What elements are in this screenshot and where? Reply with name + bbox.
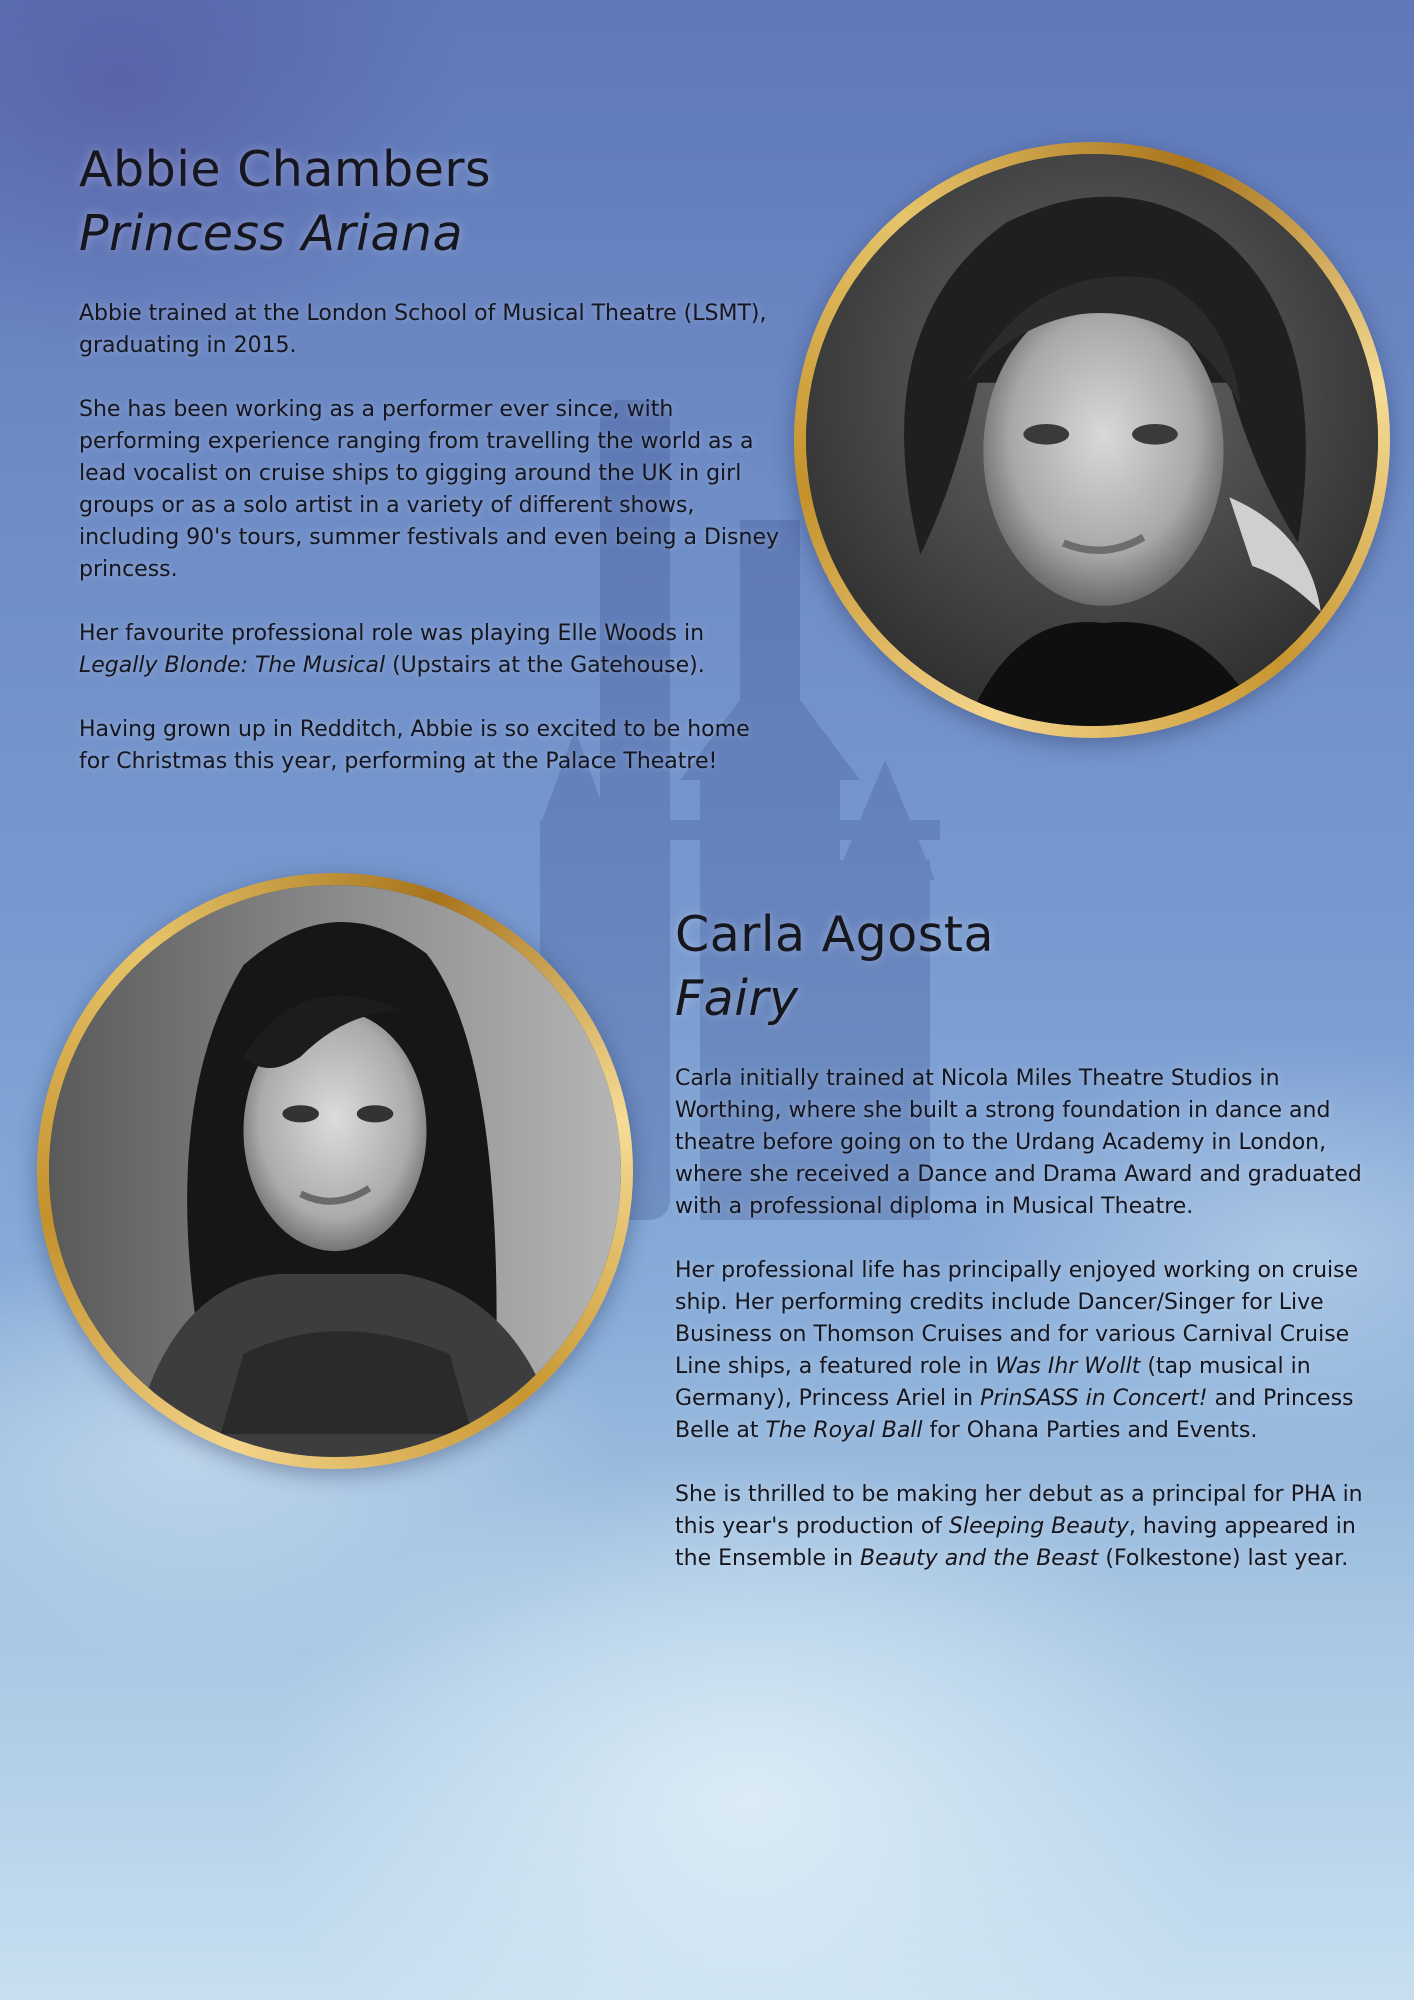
bio-paragraph [79, 298, 779, 362]
bio-text: , having appeared in the Ensemble in [675, 1514, 1356, 1571]
performer-name: Carla Agosta [675, 906, 994, 963]
bio-text: Carla initially trained at Nicola Miles Theatre Studios in Worthing, where she built a strong foundation in dance and theatre before going on to the Urdang Academy in London, where she received a Dance and Drama Award and graduated with a professional diploma in Musical Theatre. [675, 1066, 1362, 1219]
bio-text: (Upstairs at the Gatehouse). [385, 653, 705, 678]
bio-paragraph [675, 1479, 1375, 1575]
bio-paragraph [79, 714, 779, 778]
performer-heading [79, 138, 491, 266]
bio-text: She has been working as a performer ever since, with performing experience ranging from travelling the world as a lead vocalist on cruise ships to gigging around the UK in girl groups or as a solo artist in a variety of different shows, including 90's tours, summer festivals and even being a Disney princess. [79, 397, 780, 582]
bio-text: (Folkestone) last year. [1098, 1546, 1349, 1571]
bio-text: Abbie trained at the London School of Musical Theatre (LSMT), graduating in 2015. [79, 301, 767, 358]
performer-bio [79, 298, 779, 810]
performer-photo [49, 885, 621, 1457]
production-title: Was Ihr Wollt [995, 1354, 1141, 1379]
performer-bio [675, 1063, 1375, 1607]
bio-paragraph [675, 1255, 1375, 1447]
portrait-frame-gold [37, 873, 633, 1469]
bio-text: Her professional life has principally enjoyed working on cruise ship. Her performing credits include Dancer/Singer for Live Business on Thomson Cruises and for various Carnival Cruise Line ships, a featured role in [675, 1258, 1359, 1379]
bio-text: She is thrilled to be making her debut as a principal for PHA in this year's production of [675, 1482, 1363, 1539]
production-title: The Royal Ball [765, 1418, 923, 1443]
bio-text: Her favourite professional role was playing Elle Woods in [79, 621, 705, 646]
performer-role: Fairy [675, 970, 799, 1027]
bio-paragraph [79, 394, 779, 586]
bio-text: Having grown up in Redditch, Abbie is so excited to be home for Christmas this year, performing at the Palace Theatre! [79, 717, 750, 774]
performer-photo [806, 154, 1378, 726]
bio-text: (tap musical in Germany), Princess Ariel in [675, 1354, 1311, 1411]
production-title: Sleeping Beauty [949, 1514, 1129, 1539]
production-title: Beauty and the Beast [860, 1546, 1099, 1571]
bio-paragraph [79, 618, 779, 682]
performer-heading [675, 903, 994, 1031]
performer-name: Abbie Chambers [79, 141, 492, 198]
performer-role: Princess Ariana [79, 205, 463, 262]
production-title: Legally Blonde: The Musical [79, 653, 386, 678]
bio-text: and Princess Belle at [675, 1386, 1354, 1443]
bio-text: for Ohana Parties and Events. [922, 1418, 1258, 1443]
production-title: PrinSASS in Concert! [980, 1386, 1208, 1411]
portrait-frame-gold [794, 142, 1390, 738]
bio-paragraph [675, 1063, 1375, 1223]
